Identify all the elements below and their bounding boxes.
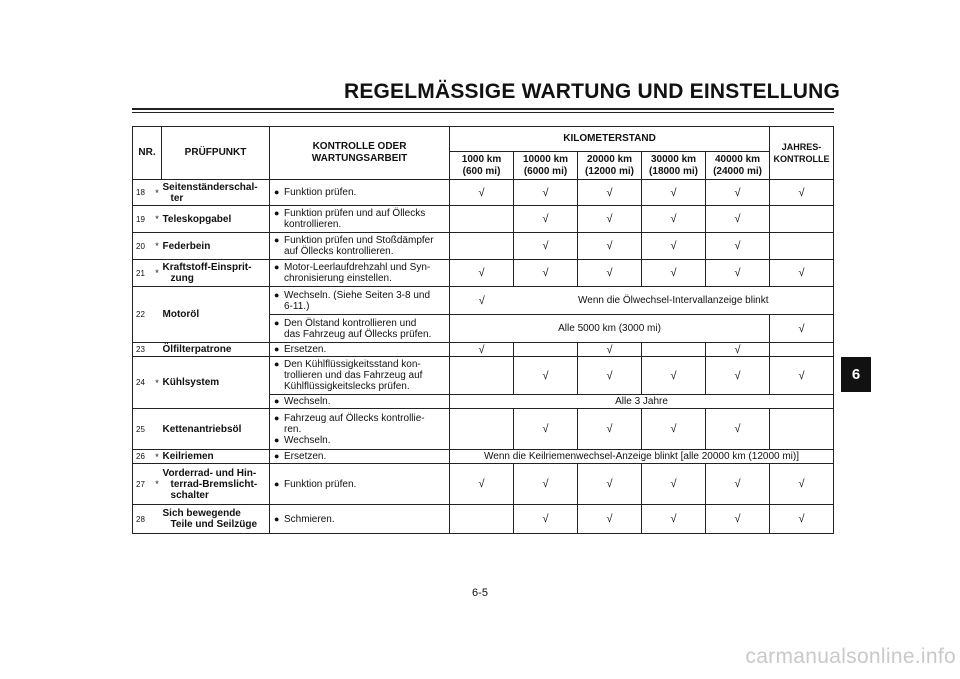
table-row bbox=[133, 206, 834, 233]
row-number: 22 bbox=[133, 287, 153, 343]
check-mark: √ bbox=[770, 357, 834, 395]
check-mark: √ bbox=[706, 357, 770, 395]
row-number: 23 bbox=[133, 343, 153, 357]
bullet-icon: ● bbox=[274, 451, 280, 461]
check-mark: √ bbox=[642, 180, 706, 206]
row-item: Motoröl bbox=[162, 287, 270, 343]
action-text bbox=[284, 235, 434, 257]
check-mark: √ bbox=[770, 505, 834, 534]
row-action bbox=[270, 505, 450, 534]
check-mark: √ bbox=[514, 180, 578, 206]
check-mark: √ bbox=[514, 233, 578, 260]
table-row bbox=[133, 287, 834, 315]
page-number: 6-5 bbox=[472, 587, 488, 599]
row-item bbox=[162, 260, 270, 287]
check-mark: √ bbox=[514, 409, 578, 450]
header-nr: NR. bbox=[133, 127, 162, 180]
check-mark: √ bbox=[514, 464, 578, 505]
mi-label: (6000 mi) bbox=[523, 165, 568, 177]
check-mark: √ bbox=[450, 180, 514, 206]
row-item bbox=[162, 505, 270, 534]
row-number: 19 bbox=[133, 206, 153, 233]
interval-note: Wenn die Ölwechsel-Intervallanzeige blinkt bbox=[514, 287, 834, 315]
bullet-icon: ● bbox=[274, 289, 280, 300]
bullet-icon: ● bbox=[274, 208, 280, 218]
check-mark: √ bbox=[578, 343, 642, 357]
bullet-icon: ● bbox=[274, 434, 280, 445]
dealer-mark bbox=[153, 505, 162, 534]
check-mark: √ bbox=[706, 343, 770, 357]
maintenance-table bbox=[132, 126, 834, 534]
row-item: Keilriemen bbox=[162, 450, 270, 464]
row-item bbox=[162, 464, 270, 505]
bullet-icon: ● bbox=[274, 187, 280, 197]
row-action bbox=[270, 343, 450, 357]
interval-note: Wenn die Keilriemenwechsel-Anzeige blinkt [alle 20000 km (12000 mi)] bbox=[450, 450, 834, 464]
header-km: KILOMETERSTAND bbox=[450, 127, 770, 152]
check-mark: √ bbox=[450, 287, 514, 315]
bullet-icon: ● bbox=[274, 359, 280, 369]
row-number: 20 bbox=[133, 233, 153, 260]
check-mark: √ bbox=[514, 505, 578, 534]
row-action bbox=[270, 233, 450, 260]
check-mark: √ bbox=[770, 180, 834, 206]
action-line: Funktion prüfen und auf Öllecks bbox=[284, 208, 426, 219]
header-km-col bbox=[578, 152, 642, 180]
item-line: Teile und Seilzüge bbox=[170, 519, 258, 530]
row-item: Teleskopgabel bbox=[162, 206, 270, 233]
mi-label: (18000 mi) bbox=[649, 165, 698, 177]
table-row bbox=[133, 409, 834, 450]
row-item: Ölfilterpatrone bbox=[162, 343, 270, 357]
row-number: 28 bbox=[133, 505, 153, 534]
check-mark: √ bbox=[514, 357, 578, 395]
dealer-mark bbox=[153, 409, 162, 450]
row-item: Federbein bbox=[162, 233, 270, 260]
table-row bbox=[133, 180, 834, 206]
mi-label: (12000 mi) bbox=[585, 165, 634, 177]
check-mark: √ bbox=[770, 464, 834, 505]
header-annual-line: KONTROLLE bbox=[773, 154, 830, 164]
header-km-col bbox=[450, 152, 514, 180]
check-mark: √ bbox=[706, 180, 770, 206]
header-row bbox=[133, 127, 834, 152]
header-action-line: WARTUNGSARBEIT bbox=[311, 153, 408, 164]
check-mark: √ bbox=[450, 260, 514, 287]
action-line: kontrollieren. bbox=[284, 219, 342, 230]
action-text bbox=[284, 413, 425, 435]
title-rule bbox=[132, 108, 834, 110]
title-rule-thin bbox=[132, 112, 834, 113]
km-label: 20000 km bbox=[586, 153, 633, 165]
check-mark: √ bbox=[770, 260, 834, 287]
action-line: Fahrzeug auf Öllecks kontrollie- bbox=[284, 412, 425, 424]
km-label: 40000 km bbox=[715, 153, 761, 165]
header-annual bbox=[770, 127, 834, 180]
item-line: Kraftstoff-Einsprit- bbox=[162, 262, 252, 273]
action-text bbox=[284, 318, 431, 340]
action-text bbox=[284, 290, 430, 312]
action-line: trollieren und das Fahrzeug auf bbox=[284, 370, 423, 381]
mi-label: (600 mi) bbox=[462, 165, 501, 177]
table-row bbox=[133, 233, 834, 260]
action-line: 6-11.) bbox=[284, 300, 310, 312]
header-action-line: KONTROLLE ODER bbox=[312, 141, 407, 152]
bullet-icon: ● bbox=[274, 317, 280, 328]
watermark: carmanualsonline.info bbox=[745, 645, 956, 668]
table-row bbox=[133, 464, 834, 505]
table-row bbox=[133, 357, 834, 395]
row-number: 27 bbox=[133, 464, 153, 505]
check-mark: √ bbox=[514, 206, 578, 233]
header-annual-line: JAHRES- bbox=[781, 142, 822, 152]
dealer-mark bbox=[153, 287, 162, 343]
table-row bbox=[133, 450, 834, 464]
empty-cell bbox=[450, 505, 514, 534]
item-line: ter bbox=[170, 192, 184, 204]
dealer-mark: * bbox=[153, 233, 162, 260]
table-row bbox=[133, 260, 834, 287]
row-action bbox=[270, 357, 450, 395]
row-number: 26 bbox=[133, 450, 153, 464]
empty-cell bbox=[770, 233, 834, 260]
check-mark: √ bbox=[642, 260, 706, 287]
check-mark: √ bbox=[450, 464, 514, 505]
empty-cell bbox=[450, 357, 514, 395]
bullet-icon: ● bbox=[274, 478, 280, 489]
empty-cell bbox=[450, 206, 514, 233]
check-mark: √ bbox=[706, 206, 770, 233]
row-action bbox=[270, 409, 450, 450]
check-mark: √ bbox=[578, 233, 642, 260]
empty-cell bbox=[770, 206, 834, 233]
dealer-mark: * bbox=[153, 260, 162, 287]
dealer-mark bbox=[153, 343, 162, 357]
item-line: zung bbox=[170, 273, 194, 284]
row-action bbox=[270, 464, 450, 505]
check-mark: √ bbox=[642, 206, 706, 233]
check-mark: √ bbox=[578, 464, 642, 505]
item-line: Sich bewegende bbox=[162, 508, 241, 519]
check-mark: √ bbox=[706, 260, 770, 287]
empty-cell bbox=[770, 343, 834, 357]
row-action bbox=[270, 180, 450, 206]
check-mark: √ bbox=[642, 233, 706, 260]
header-km-col bbox=[706, 152, 770, 180]
bullet-icon: ● bbox=[274, 513, 280, 524]
table-row bbox=[133, 343, 834, 357]
action-line: das Fahrzeug auf Öllecks prüfen. bbox=[284, 328, 432, 340]
row-action bbox=[270, 395, 450, 409]
check-mark: √ bbox=[642, 409, 706, 450]
interval-note: Alle 3 Jahre bbox=[450, 395, 834, 409]
empty-cell bbox=[450, 409, 514, 450]
bullet-icon: ● bbox=[274, 262, 280, 272]
action-line: ren. bbox=[284, 423, 302, 435]
action-line: Motor-Leerlaufdrehzahl und Syn- bbox=[284, 262, 431, 273]
item-line: Seitenständerschal- bbox=[162, 181, 258, 193]
check-mark: √ bbox=[770, 315, 834, 343]
check-mark: √ bbox=[578, 180, 642, 206]
header-km-col bbox=[514, 152, 578, 180]
row-action bbox=[270, 315, 450, 343]
empty-cell bbox=[514, 343, 578, 357]
action-text: Ersetzen. bbox=[284, 344, 327, 355]
km-label: 1000 km bbox=[461, 153, 502, 165]
header-km-col bbox=[642, 152, 706, 180]
row-action bbox=[270, 206, 450, 233]
action-text: Schmieren. bbox=[284, 513, 335, 525]
check-mark: √ bbox=[514, 260, 578, 287]
action-line: chronisierung einstellen. bbox=[284, 273, 392, 284]
row-item: Kühlsystem bbox=[162, 357, 270, 409]
check-mark: √ bbox=[450, 343, 514, 357]
km-label: 30000 km bbox=[650, 153, 697, 165]
action-line: Den Ölstand kontrollieren und bbox=[284, 317, 417, 329]
empty-cell bbox=[770, 409, 834, 450]
mi-label: (24000 mi) bbox=[713, 165, 762, 177]
row-number: 24 bbox=[133, 357, 153, 409]
bullet-icon: ● bbox=[274, 412, 280, 423]
check-mark: √ bbox=[578, 409, 642, 450]
km-label: 10000 km bbox=[522, 153, 569, 165]
action-text: Wechseln. bbox=[284, 396, 331, 407]
check-mark: √ bbox=[578, 206, 642, 233]
action-text: Ersetzen. bbox=[284, 451, 327, 462]
check-mark: √ bbox=[578, 357, 642, 395]
item-line: schalter bbox=[170, 489, 209, 501]
header-action bbox=[270, 127, 450, 180]
action-text: Wechseln. bbox=[284, 434, 331, 446]
table-row bbox=[133, 505, 834, 534]
action-line: auf Öllecks kontrollieren. bbox=[284, 246, 394, 257]
check-mark: √ bbox=[706, 505, 770, 534]
check-mark: √ bbox=[706, 409, 770, 450]
action-text: Funktion prüfen. bbox=[284, 478, 357, 490]
action-line: Kühlflüssigkeitslecks prüfen. bbox=[284, 381, 410, 392]
check-mark: √ bbox=[642, 505, 706, 534]
dealer-mark: * bbox=[153, 180, 162, 206]
empty-cell bbox=[450, 233, 514, 260]
row-item bbox=[162, 180, 270, 206]
chapter-tab[interactable]: 6 bbox=[841, 357, 871, 392]
check-mark: √ bbox=[578, 505, 642, 534]
action-line: Funktion prüfen und Stoßdämpfer bbox=[284, 235, 434, 246]
action-text bbox=[284, 262, 430, 284]
check-mark: √ bbox=[578, 260, 642, 287]
empty-cell bbox=[642, 343, 706, 357]
bullet-icon: ● bbox=[274, 344, 280, 354]
dealer-mark: * bbox=[153, 450, 162, 464]
interval-note: Alle 5000 km (3000 mi) bbox=[450, 315, 770, 343]
check-mark: √ bbox=[642, 357, 706, 395]
row-number: 18 bbox=[133, 180, 153, 206]
action-line: Wechseln. (Siehe Seiten 3-8 und bbox=[284, 289, 431, 301]
dealer-mark: * bbox=[153, 357, 162, 409]
action-text bbox=[284, 359, 422, 392]
check-mark: √ bbox=[706, 233, 770, 260]
row-number: 25 bbox=[133, 409, 153, 450]
action-line: Den Kühlflüssigkeitsstand kon- bbox=[284, 359, 421, 370]
action-text: Funktion prüfen. bbox=[284, 187, 357, 198]
bullet-icon: ● bbox=[274, 235, 280, 245]
row-action bbox=[270, 287, 450, 315]
row-number: 21 bbox=[133, 260, 153, 287]
check-mark: √ bbox=[706, 464, 770, 505]
row-action bbox=[270, 260, 450, 287]
bullet-icon: ● bbox=[274, 396, 280, 406]
action-text bbox=[284, 208, 425, 230]
item-line: terrad-Bremslicht- bbox=[170, 478, 258, 490]
header-item: PRÜFPUNKT bbox=[162, 127, 270, 180]
row-action bbox=[270, 450, 450, 464]
row-item: Kettenantriebsöl bbox=[162, 409, 270, 450]
dealer-mark: * bbox=[153, 464, 162, 505]
check-mark: √ bbox=[642, 464, 706, 505]
page-title: REGELMÄSSIGE WARTUNG UND EINSTELLUNG bbox=[343, 80, 840, 103]
dealer-mark: * bbox=[153, 206, 162, 233]
item-line: Vorderrad- und Hin- bbox=[162, 467, 257, 479]
